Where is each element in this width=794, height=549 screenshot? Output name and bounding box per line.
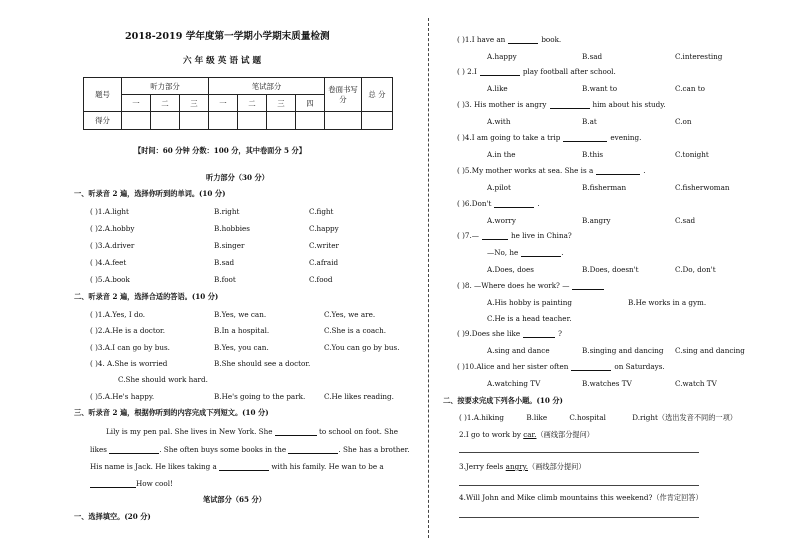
question-stem: ( )5.A.He's happy. xyxy=(90,392,155,401)
mc-question: ( )3. His mother is angry him about his study. xyxy=(457,100,666,109)
blank-3[interactable] xyxy=(288,445,338,454)
blank-5[interactable] xyxy=(90,479,136,488)
mc-blank[interactable] xyxy=(523,329,555,338)
score-table-listening: 听力部分 xyxy=(122,78,209,95)
mc-question: ( )7.— he live in China? xyxy=(457,231,572,240)
answer-line-2[interactable] xyxy=(459,452,699,453)
option-b[interactable]: B.fisherman xyxy=(582,183,627,192)
score-table xyxy=(83,77,393,130)
s2-q4: 4.Will John and Mike climb mountains this weekend?（作肯定回答） xyxy=(459,493,703,502)
question-stem: ( )2.A.hobby xyxy=(90,224,135,233)
mc-blank[interactable] xyxy=(572,281,604,290)
option-a[interactable]: A.like xyxy=(487,84,508,93)
mc-blank[interactable] xyxy=(571,362,611,371)
option-b[interactable]: B.at xyxy=(582,117,597,126)
option-c[interactable]: C.Yes, we are. xyxy=(324,310,376,319)
mc-question: ( )4.I am going to take a trip evening. xyxy=(457,133,642,142)
option-c[interactable]: C.watch TV xyxy=(675,379,717,388)
mc-question: ( )1.I have an book. xyxy=(457,35,562,44)
option-a[interactable]: A.in the xyxy=(487,150,516,159)
option-c[interactable]: C.can to xyxy=(675,84,705,93)
option-c[interactable]: C.writer xyxy=(309,241,339,250)
listening-s3-title: 三、听录音 2 遍，根据你听到的内容完成下列短文。(10 分) xyxy=(74,408,269,417)
option-b[interactable]: B.right xyxy=(214,207,240,216)
option-b[interactable]: B.He's going to the park. xyxy=(214,392,306,401)
option-b[interactable]: B.watches TV xyxy=(582,379,632,388)
blank-1[interactable] xyxy=(275,427,317,436)
score-table-tihao: 题号 xyxy=(84,78,122,112)
option-b[interactable]: B.Yes, we can. xyxy=(214,310,267,319)
option-c[interactable]: C.on xyxy=(675,117,692,126)
score-table-writing: 笔试部分 xyxy=(209,78,325,95)
mc-blank[interactable] xyxy=(550,100,590,109)
option-a[interactable]: A.watching TV xyxy=(487,379,541,388)
option-c[interactable]: C.Do, don't xyxy=(675,265,716,274)
mc-question: ( ) 2.I play football after school. xyxy=(457,67,616,76)
option-b[interactable]: B.In a hospital. xyxy=(214,326,270,335)
option-b[interactable]: B.singer xyxy=(214,241,245,250)
option-b[interactable]: B.Yes, you can. xyxy=(214,343,269,352)
option-c[interactable]: C.sing and dancing xyxy=(675,346,745,355)
question-stem: ( )5.A.book xyxy=(90,275,130,284)
mc-question: ( )10.Alice and her sister often on Saturdays. xyxy=(457,362,665,371)
option-b[interactable]: B.sad xyxy=(214,258,235,267)
score-cell[interactable] xyxy=(209,112,238,130)
mc-blank[interactable] xyxy=(494,199,534,208)
score-table-col: 二 xyxy=(151,95,180,112)
option-b[interactable]: B.this xyxy=(582,150,604,159)
question-stem: ( )1.A.Yes, I do. xyxy=(90,310,146,319)
mc-blank[interactable] xyxy=(563,133,607,142)
mc-question: ( )9.Does she like ? xyxy=(457,329,562,338)
option-c[interactable]: C.sad xyxy=(675,216,696,225)
option-b[interactable]: B.She should see a doctor. xyxy=(214,359,311,368)
option-c[interactable]: C.fight xyxy=(309,207,334,216)
option-c[interactable]: C.tonight xyxy=(675,150,709,159)
option-c[interactable]: C.fisherwoman xyxy=(675,183,730,192)
passage-line-4: How cool! xyxy=(90,479,173,488)
score-table-col: 三 xyxy=(267,95,296,112)
score-cell[interactable] xyxy=(151,112,180,130)
exam-title: 2018-2019 学年度第一学期小学期末质量检测 xyxy=(125,31,330,42)
score-table-total: 总 分 xyxy=(362,78,393,112)
mc-question: ( )6.Don't . xyxy=(457,199,540,208)
option-b[interactable]: B.foot xyxy=(214,275,236,284)
listening-s1-title: 一、听录音 2 遍，选择你听到的单词。(10 分) xyxy=(74,189,226,198)
exam-subtitle: 六 年 级 英 语 试 题 xyxy=(183,56,262,66)
passage-line-2: likes . She often buys some books in the . She has a brother. xyxy=(90,445,410,454)
question-stem: ( )3.A.I can go by bus. xyxy=(90,343,170,352)
writing-heading: 笔试部分（65 分） xyxy=(203,495,266,504)
mc-extra: —No, he . xyxy=(487,248,564,257)
option-a[interactable]: A.worry xyxy=(487,216,516,225)
score-table-col: 一 xyxy=(122,95,151,112)
option-b[interactable]: B.hobbies xyxy=(214,224,250,233)
s2-q3: 3.Jerry feels angry.（画线部分提问） xyxy=(459,462,586,471)
writing-s2-title: 二、按要求完成下列各小题。(10 分) xyxy=(443,396,563,405)
score-cell[interactable] xyxy=(122,112,151,130)
score-cell[interactable] xyxy=(362,112,393,130)
writing-s1-title: 一、选择填空。(20 分) xyxy=(74,512,151,521)
blank-2[interactable] xyxy=(109,445,159,454)
mc-question: ( )5.My mother works at sea. She is a . xyxy=(457,166,646,175)
s2-q2: 2.I go to work by car.（画线部分提问） xyxy=(459,430,594,439)
option-c[interactable]: C.afraid xyxy=(309,258,339,267)
s2-q1: ( )1.A.hiking B.like C.hospital D.right（选出发音不同的一项） xyxy=(459,413,737,422)
score-cell[interactable] xyxy=(267,112,296,130)
score-cell[interactable] xyxy=(325,112,362,130)
passage-line-3: His name is Jack. He likes taking a with his family. He wan to be a xyxy=(90,462,384,471)
listening-heading: 听力部分（30 分） xyxy=(206,173,269,182)
option-c[interactable]: C.She is a coach. xyxy=(324,326,387,335)
passage-line-1: Lily is my pen pal. She lives in New York. She to school on foot. She xyxy=(106,427,398,436)
option-c[interactable]: C.happy xyxy=(309,224,339,233)
option-b[interactable]: B.angry xyxy=(582,216,611,225)
question-stem: ( )1.A.light xyxy=(90,207,129,216)
question-stem: C.She should work hard. xyxy=(118,375,208,384)
option-a[interactable]: A.happy xyxy=(487,52,517,61)
option-b[interactable]: B.He works in a gym. xyxy=(628,298,707,307)
question-stem: ( )4.A.feet xyxy=(90,258,127,267)
mc-question: ( )8. —Where does he work? — xyxy=(457,281,607,290)
question-stem: ( )3.A.driver xyxy=(90,241,135,250)
score-table-col: 三 xyxy=(180,95,209,112)
score-cell[interactable] xyxy=(296,112,325,130)
option-a[interactable]: A.pilot xyxy=(487,183,511,192)
option-b[interactable]: B.sad xyxy=(582,52,603,61)
question-stem: ( )2.A.He is a doctor. xyxy=(90,326,165,335)
score-cell[interactable] xyxy=(180,112,209,130)
blank-4[interactable] xyxy=(219,462,269,471)
question-stem: ( )4. A.She is worried xyxy=(90,359,168,368)
option-c[interactable]: C.He is a head teacher. xyxy=(487,314,572,323)
page-divider xyxy=(428,18,429,538)
score-table-defen: 得分 xyxy=(84,112,122,130)
mc-blank[interactable] xyxy=(480,67,520,76)
option-a[interactable]: A.His hobby is painting xyxy=(487,298,573,307)
answer-line-4[interactable] xyxy=(459,517,699,518)
option-a[interactable]: A.Does, does xyxy=(487,265,534,274)
score-cell[interactable] xyxy=(238,112,267,130)
score-table-neat: 卷面书写分 xyxy=(325,78,362,112)
mc-blank[interactable] xyxy=(596,166,640,175)
score-table-col: 二 xyxy=(238,95,267,112)
option-b[interactable]: B.Does, doesn't xyxy=(582,265,639,274)
answer-line-3[interactable] xyxy=(459,485,699,486)
mc-blank[interactable] xyxy=(482,231,508,240)
option-a[interactable]: A.sing and dance xyxy=(487,346,550,355)
option-a[interactable]: A.with xyxy=(487,117,511,126)
score-table-col: 一 xyxy=(209,95,238,112)
mc-blank[interactable] xyxy=(521,248,561,257)
mc-blank[interactable] xyxy=(508,35,538,44)
option-b[interactable]: B.singing and dancing xyxy=(582,346,664,355)
option-c[interactable]: C.food xyxy=(309,275,333,284)
score-table-col: 四 xyxy=(296,95,325,112)
option-b[interactable]: B.want to xyxy=(582,84,618,93)
option-c[interactable]: C.You can go by bus. xyxy=(324,343,400,352)
exam-info: 【时间：60 分钟 分数：100 分，其中卷面分 5 分】 xyxy=(134,146,306,155)
listening-s2-title: 二、听录音 2 遍，选择合适的答语。(10 分) xyxy=(74,292,219,301)
option-c[interactable]: C.He likes reading. xyxy=(324,392,394,401)
option-c[interactable]: C.interesting xyxy=(675,52,723,61)
